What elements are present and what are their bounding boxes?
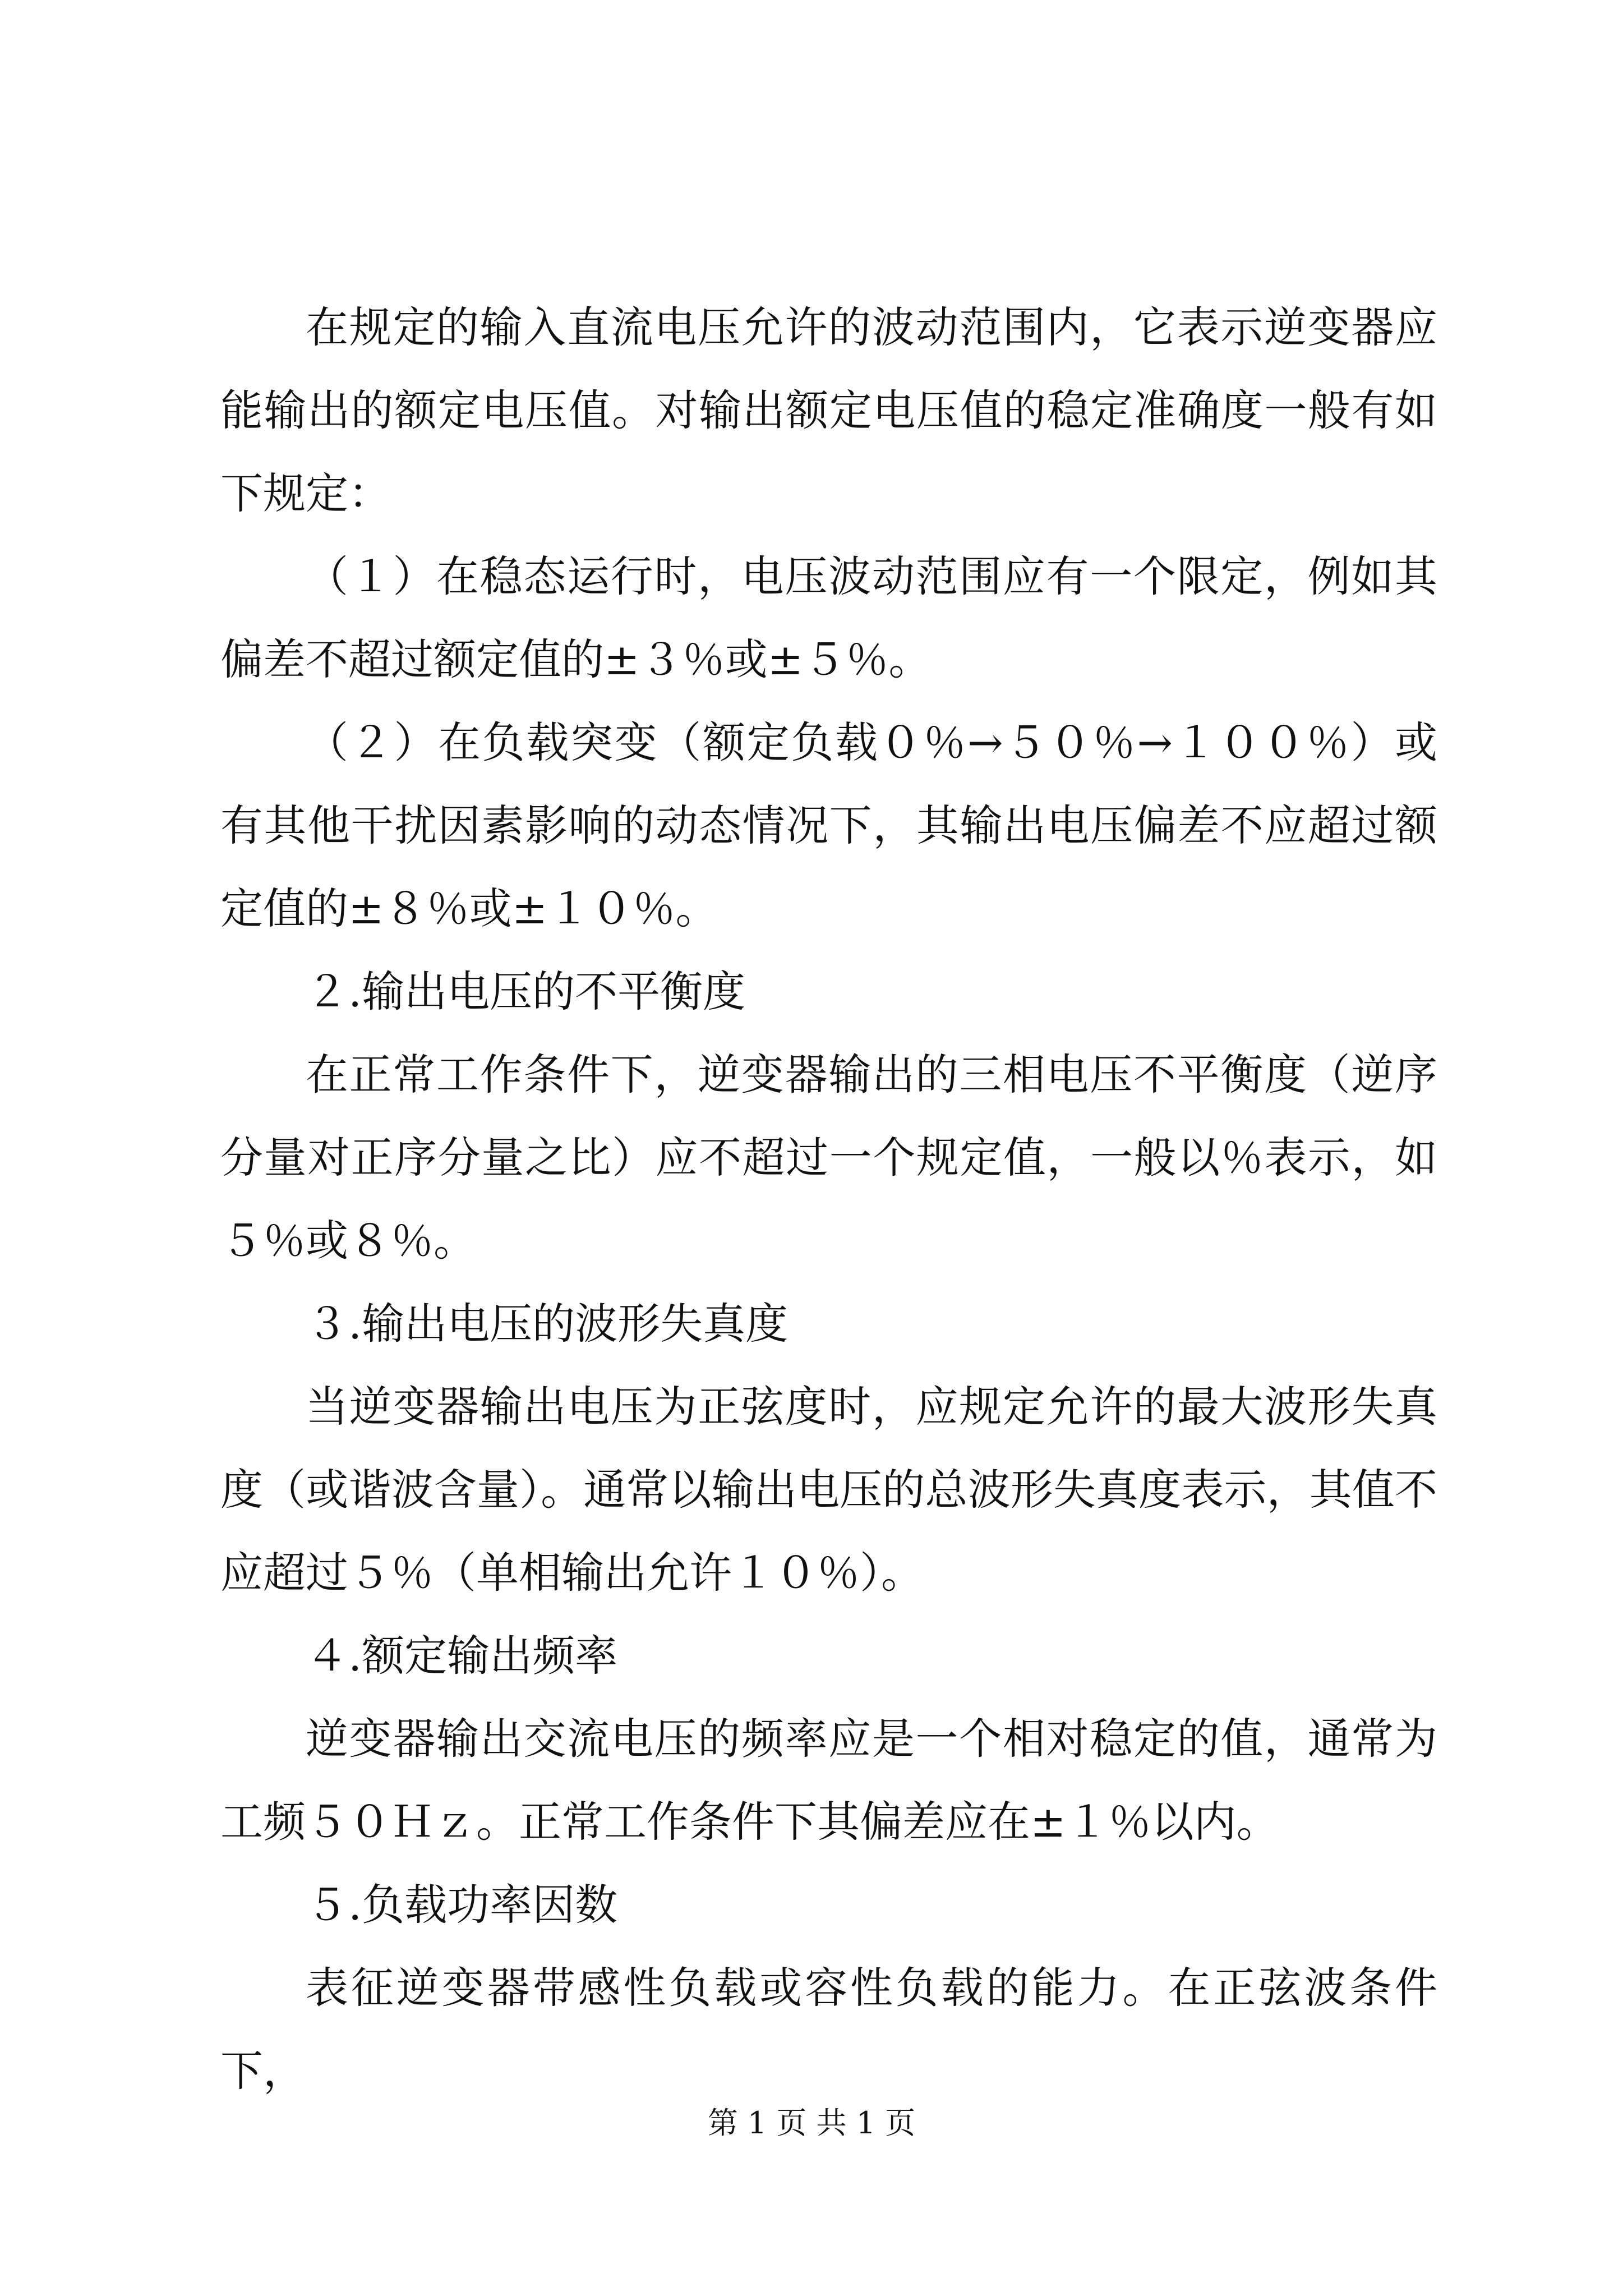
paragraph-voltage-unbalance: 在正常工作条件下，逆变器输出的三相电压不平衡度（逆序分量对正序分量之比）应不超过一个规定值，一般以％表示，如５％或８％。: [220, 1050, 1437, 1266]
paragraph-waveform-distortion: 当逆变器输出电压为正弦度时，应规定允许的最大波形失真度（或谐波含量）。通常以输出电压的总波形失真度表示，其值不应超过５％（单相输出允许１０％）。: [220, 1382, 1437, 1598]
paragraph-steady-state: （１）在稳态运行时，电压波动范围应有一个限定，例如其偏差不超过额定值的±３％或±５％。: [220, 551, 1437, 684]
heading-load-power-factor: ５.负载功率因数: [306, 1880, 618, 1930]
heading-voltage-unbalance: ２.输出电压的不平衡度: [306, 967, 746, 1016]
document-body: [220, 286, 1437, 2113]
paragraph-load-power-factor: 表征逆变器带感性负载或容性负载的能力。在正弦波条件下，: [220, 1963, 1437, 2096]
paragraph-load-transient: （２）在负载突变（额定负载０％→５０％→１００％）或有其他干扰因素影响的动态情况下，其输出电压偏差不应超过额定值的±８％或±１０％。: [220, 717, 1437, 933]
heading-waveform-distortion: ３.输出电压的波形失真度: [306, 1299, 789, 1349]
paragraph-rated-frequency: 逆变器输出交流电压的频率应是一个相对稳定的值，通常为工频５０Ｈｚ。正常工作条件下其偏差应在±１％以内。: [220, 1714, 1437, 1847]
paragraph-rated-voltage-intro: 在规定的输入直流电压允许的波动范围内，它表示逆变器应能输出的额定电压值。对输出额定电压值的稳定准确度一般有如下规定：: [220, 302, 1437, 518]
page-number-label: 第 1 页 共 1 页: [707, 2105, 916, 2141]
page-footer: [0, 2101, 1623, 2146]
heading-rated-frequency: ４.额定输出频率: [306, 1631, 618, 1681]
